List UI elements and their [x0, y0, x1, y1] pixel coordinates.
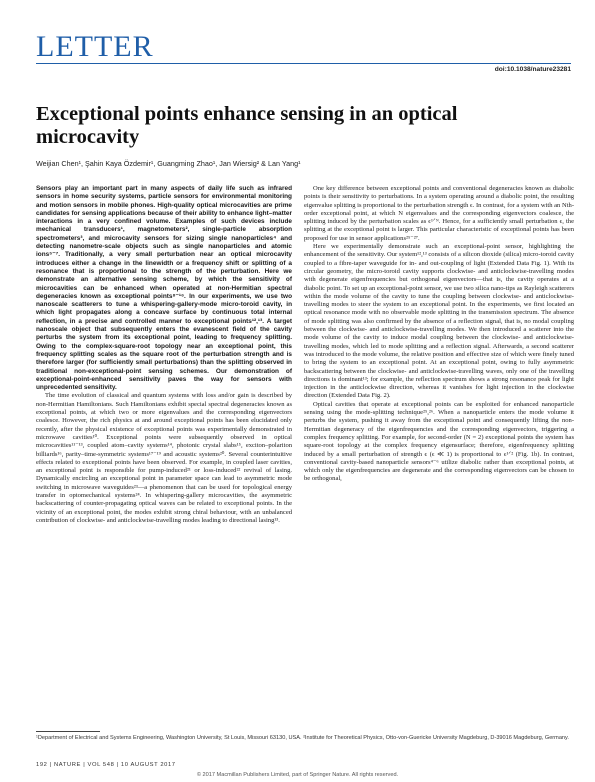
author-list: Weijian Chen¹, Şahin Kaya Özdemir¹, Guangming Zhao¹, Jan Wiersig² & Lan Yang¹: [36, 159, 301, 168]
footnote-rule: [36, 731, 100, 732]
body-paragraph: The time evolution of classical and quantum systems with loss and/or gain is described by non-Hermitian Hamiltonians. Such Hamiltonians exhibit special spectral degeneracies known as exceptional points, at which two or more eigenvalues and the corresponding eigenvectors coalesce. However, the rich physics at and around exceptional points has been elucidated only recently, after the physical existence of exceptional points was experimentally demonstrated in microwave cavities¹⁰. Exceptional points were subsequently observed in optical microcavities¹¹⁻¹³, coupled atom–cavity systems¹⁴, photonic crystal slabs¹⁵, exciton–polariton billiards¹⁶, parity–time-symmetric systems¹⁷⁻¹⁹ and acoustic systems²⁰. Several counterintuitive effects related to exceptional points have been observed. For example, in coupled laser cavities, an exceptional point is responsible for pump-induced²¹ or loss-induced²² revival of lasing. Dynamically encircling an exceptional point in parameter space can lead to asymmetric mode switching in microwave waveguides²³—a phenomenon that can be used for topological energy transfer in optomechanical systems²⁴. In whispering-gallery microcavities, the asymmetric backscattering of counter-propagating optical waves can be related to exceptional points. In the vicinity of an exceptional point, the modes exhibit strong chiral behaviour, with an unbalanced contribution of clockwise- and anticlockwise-travelling modes leading to directional lasing¹³.: [36, 392, 292, 524]
body-paragraph: Here we experimentally demonstrate such an exceptional-point sensor, highlighting the enhancement of the sensitivity. Our system¹²,¹³ consists of a silicon dioxide (silica) micro-toroid cavity coupled to a fibre-taper waveguide for in- and out-coupling of light (Extended Data Fig. 1). With its circular geometry, the micro-toroid cavity supports clockwise- and anticlockwise-travelling modes with degenerate eigenfrequencies but orthogonal eigenvectors—that is, the cavity operates at a diabolic point. To set up an exceptional-point sensor, we use two silica nano-tips as Rayleigh scatterers within the mode volume of the cavity to tune the coupling between clockwise- and anticlockwise-travelling modes to steer the system to an exceptional point. In the experiments, we first located an optical resonance mode with no observable mode splitting in the transmission spectrum. The absence of mode splitting was also confirmed by the absence of a reflection signal, that is, no modal coupling between the clockwise- and anticlockwise-travelling modes. We then introduced a scatterer into the mode volume of the cavity to induce modal coupling between the clockwise- and anticlockwise-travelling modes, which led to mode splitting and a reflection signal. Afterwards, a second scatterer was introduced to the mode volume, the relative position and effective size of which were finely tuned to bring the system to an exceptional point. At an exceptional point, owing to fully asymmetric backscattering between the clockwise- and anticlockwise-travelling waves, only one of the travelling directions is dominant¹³; for example, the reflection spectrum shows a strong resonance peak for light injection in the anticlockwise direction, whereas it vanishes for light injection in the clockwise direction (Extended Data Fig. 2).: [304, 243, 574, 400]
section-label: LETTER: [36, 30, 154, 63]
body-paragraph: One key difference between exceptional points and conventional degeneracies known as diabolic points is their sensitivity to perturbations. In a system operating around a diabolic point, the resulting eigenvalue splitting is proportional to the perturbation strength ϵ. In contrast, for a system with an Nth-order exceptional point, at which N eigenvalues and the corresponding eigenvectors coalesce, the splitting induced by the perturbation scales as ϵ¹ᐟᴺ. Hence, for a sufficiently small perturbation ϵ, the splitting at the exceptional point is larger. This particular characteristic of exceptional points has been proposed for use in sensor applications²⁵⁻²⁷.: [304, 185, 574, 242]
affiliation-footnote: ¹Department of Electrical and Systems Engineering, Washington University, St Louis, Missouri 63130, USA. ²Institute for Theoretical Physics, Otto-von-Guericke University Magdeburg, D-39016 Magdeburg, Germany.: [36, 735, 569, 741]
abstract: Sensors play an important part in many aspects of daily life such as infrared sensors in home security systems, particle sensors for environmental monitoring and motion sensors in mobile phones. High-quality optical microcavities are prime candidates for sensing applications because of their ability to enhance light–matter interactions in a very confined volume. Examples of such devices include mechanical transducers¹, magnetometers², single-particle absorption spectrometers³, and microcavity sensors for sizing single nanoparticles⁴ and detecting nanometre-scale objects such as single nanoparticles and atomic ions⁵⁻⁷. Traditionally, a very small perturbation near an optical microcavity introduces either a change in the linewidth or a frequency shift or splitting of a resonance that is proportional to the strength of the perturbation. Here we demonstrate an alternative sensing scheme, by which the sensitivity of microcavities can be enhanced when operated at non-Hermitian spectral degeneracies known as exceptional points⁸⁻¹⁶. In our experiments, we use two nanoscale scatterers to tune a whispering-gallery-mode micro-toroid cavity, in which light propagates along a concave surface by continuous total internal reflection, in a precise and controlled manner to exceptional points¹²,¹³. A target nanoscale object that subsequently enters the evanescent field of the cavity perturbs the system from its exceptional point, leading to frequency splitting. Owing to the complex-square-root topology near an exceptional point, this frequency splitting scales as the square root of the perturbation strength and is therefore larger (for sufficiently small perturbations) than the splitting observed in traditional non-exceptional-point sensing schemes. Our demonstration of exceptional-point-enhanced sensitivity paves the way for sensors with unprecedented sensitivity.: [36, 185, 292, 392]
article-title: Exceptional points enhance sensing in an optical microcavity: [36, 103, 458, 148]
right-column: [304, 185, 574, 484]
copyright-line: © 2017 Macmillan Publishers Limited, part of Springer Nature. All rights reserved.: [196, 772, 399, 778]
header-rule: [36, 63, 571, 64]
left-column: [36, 185, 292, 525]
body-paragraph: Optical cavities that operate at exceptional points can be exploited for enhanced nanoparticle sensing using the mode-splitting technique²⁵,²⁶. When a nanoparticle enters the mode volume it perturbs the system, pushing it away from the exceptional point and consequently lifting the non-Hermitian degeneracy of the eigenfrequencies and the corresponding eigenvectors, triggering a complex frequency splitting. For example, for second-order (N = 2) exceptional points the system has square-root topology at the complex frequency eigensurface; therefore, eigenfrequency splitting induced by a small perturbation of strength ϵ (ϵ ≪ 1) is proportional to ϵ¹ᐟ² (Fig. 1b). In contrast, conventional cavity-based nanoparticle sensors⁴⁻⁶ utilize diabolic rather than exceptional points, at which only the eigenfrequencies are degenerate and the corresponding eigenvectors can be chosen to be orthogonal,: [304, 400, 574, 483]
doi[interactable]: doi:10.1038/nature23281: [494, 66, 571, 73]
running-footer: 192 | NATURE | VOL 548 | 10 AUGUST 2017: [36, 762, 176, 768]
